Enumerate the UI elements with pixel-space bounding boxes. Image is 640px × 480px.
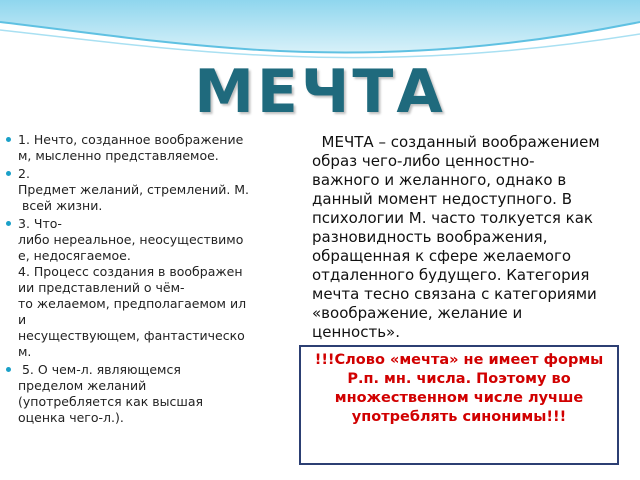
definition-item-text: 3. Что- либо нереальное, неосуществимо е, недосягаемое. 4. Процесс создания в воображен ии представлений о чём- то желаемом, предполагаемом ил и несуществующем, фантастическо м. — [18, 216, 247, 359]
main-definition-text: МЕЧТА – созданный воображением образ чего-либо ценностно- важного и желанного, однако в данный момент недоступного. В психологии М. часто толкуется как разновидность воображения, обращенная к сфере желаемого отдаленного будущего. Категория мечта тесно связана с категориями «воображение, желание и ценность». — [312, 133, 600, 341]
slide-title: МЕЧТА — [194, 57, 446, 127]
definition-item-text: 2. Предмет желаний, стремлений. М. всей жизни. — [18, 166, 250, 213]
definitions-list — [6, 132, 292, 428]
note-text: !!!Слово «мечта» не имеет формы Р.п. мн. числа. Поэтому во множественном числе лучше употреблять синонимы!!! — [314, 352, 604, 425]
list-item — [6, 216, 292, 360]
bullet-icon — [6, 367, 11, 372]
bullet-icon — [6, 137, 11, 142]
list-item — [6, 132, 292, 164]
bullet-icon — [6, 221, 11, 226]
definition-item-text: 5. О чем-л. являющемся пределом желаний (употребляется как высшая оценка чего-л.). — [18, 362, 204, 425]
definition-item-text: 1. Нечто, созданное воображение м, мысленно представляемое. — [18, 132, 244, 163]
bullet-icon — [6, 171, 11, 176]
list-item — [6, 362, 292, 426]
list-item — [6, 166, 292, 214]
